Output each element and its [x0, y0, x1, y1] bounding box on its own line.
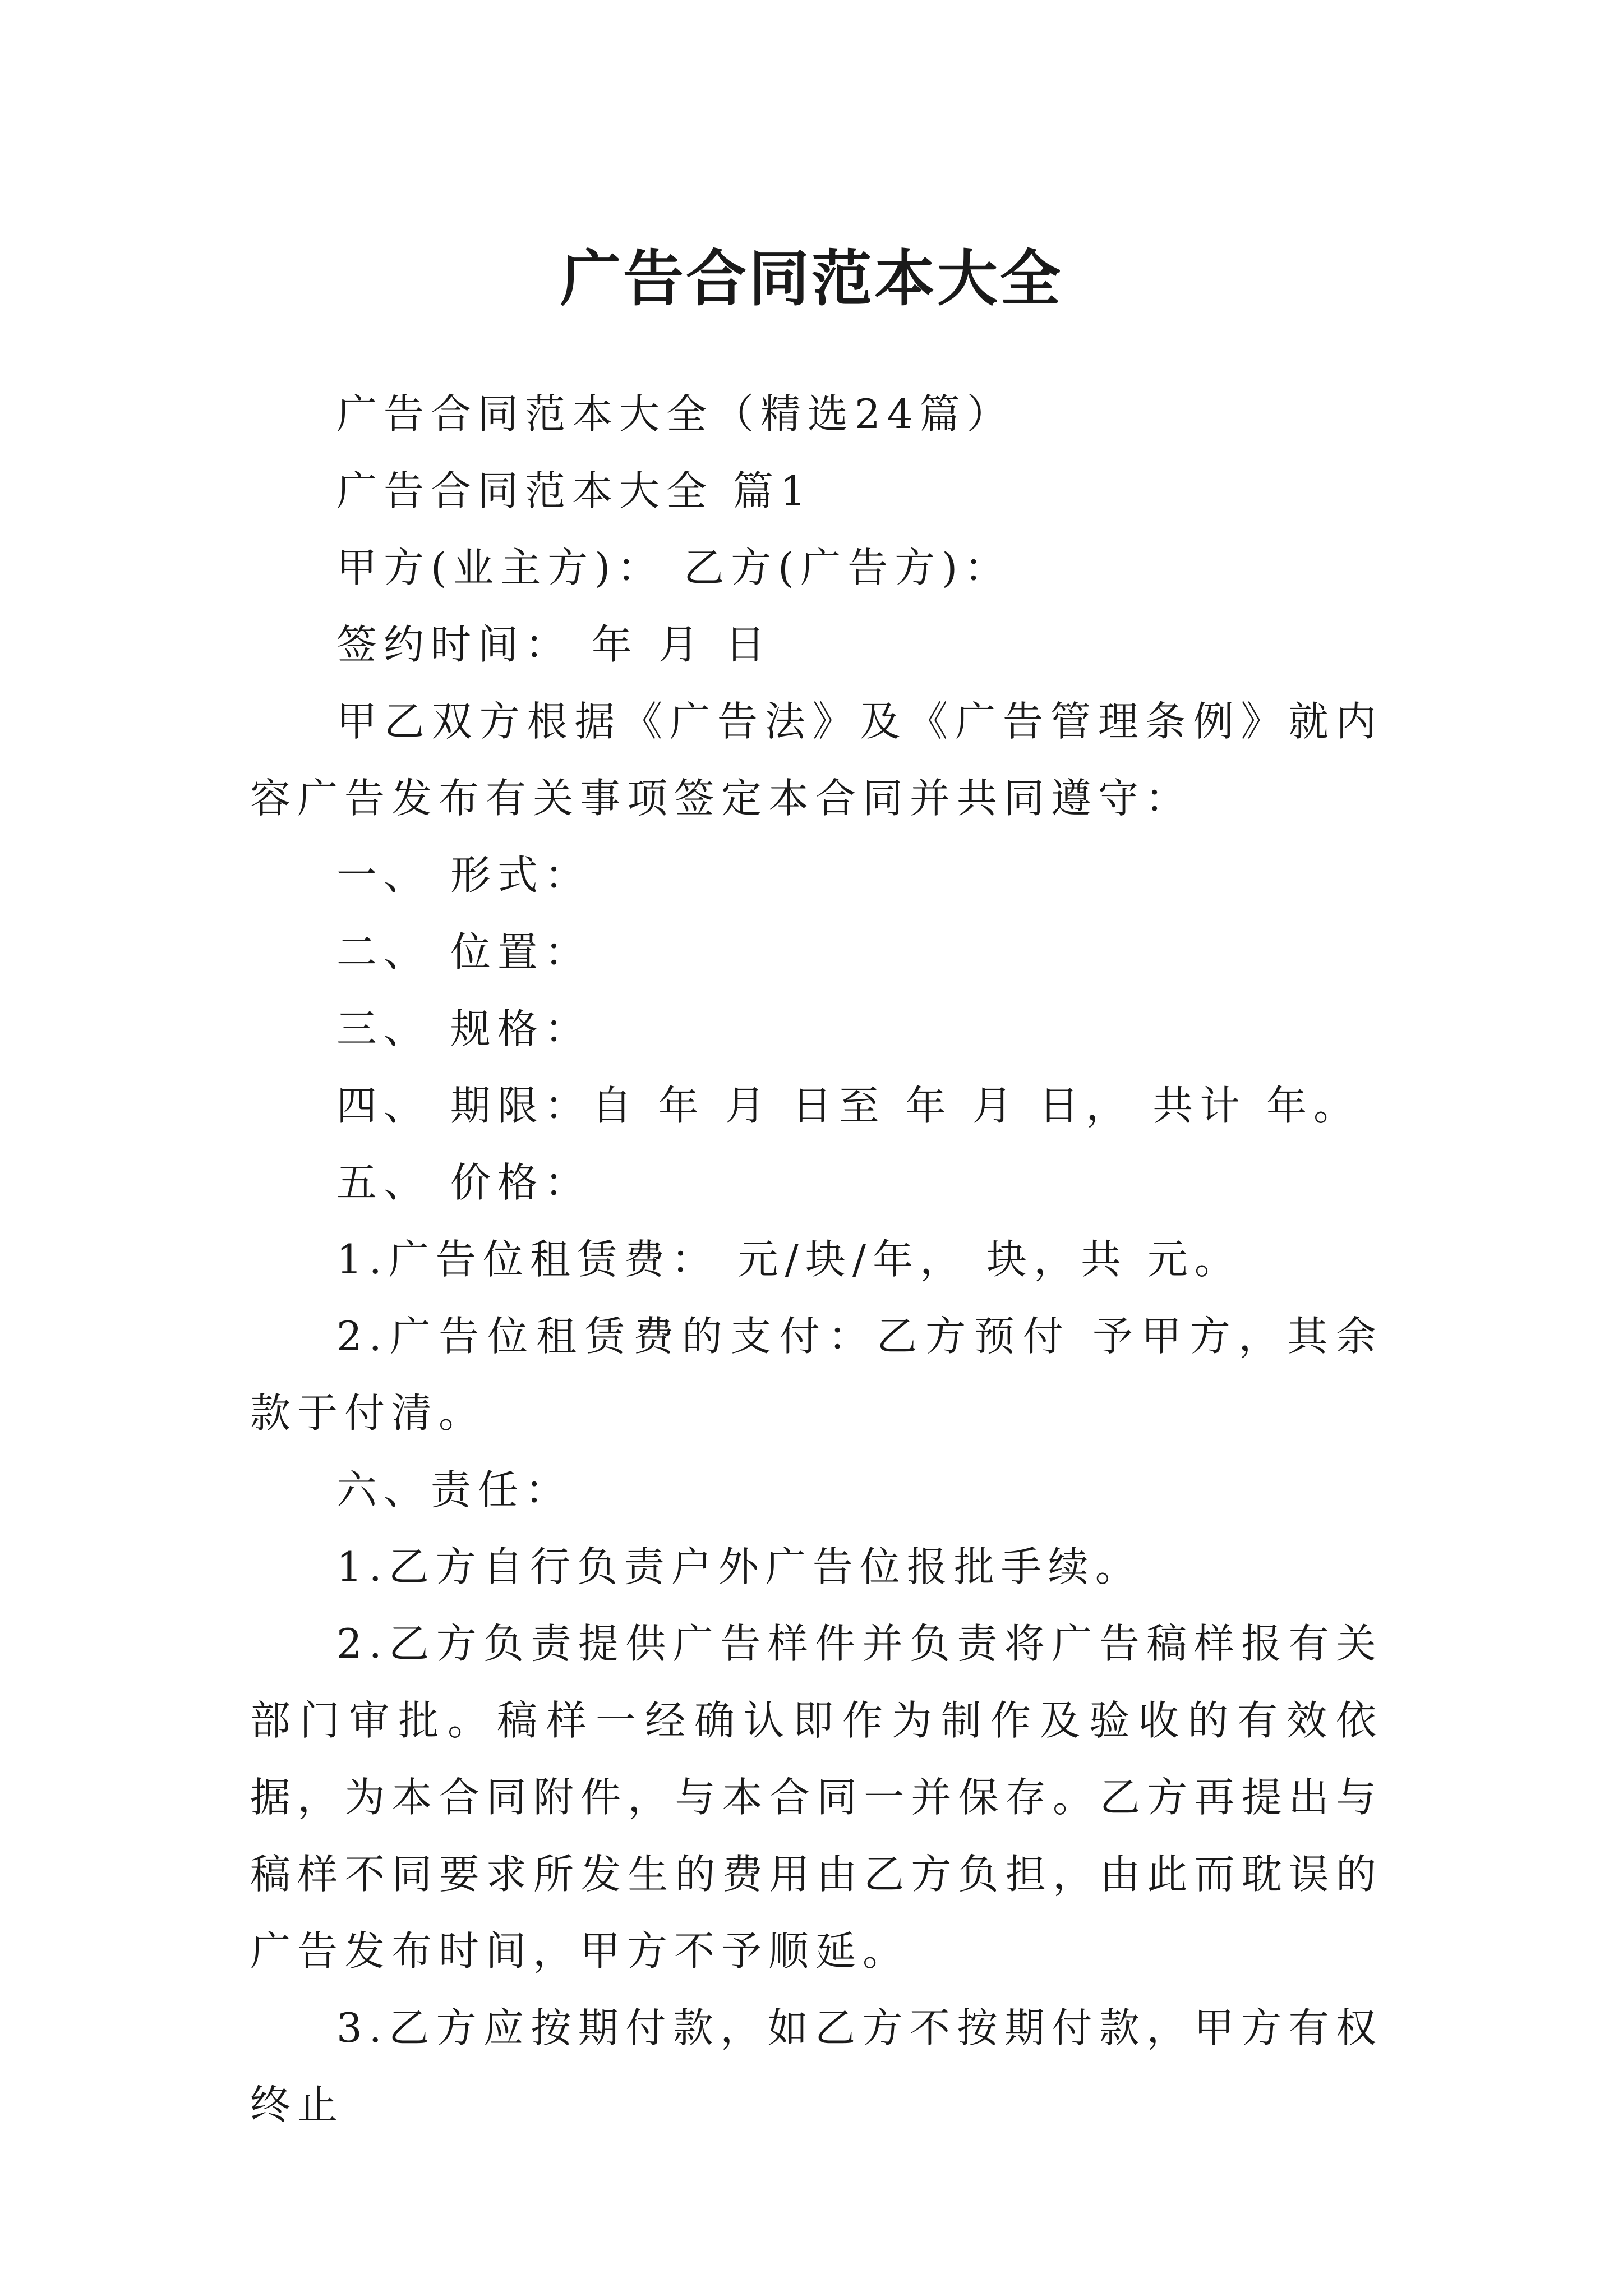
- paragraph-item-term: 四、 期限：自 年 月 日至 年 月 日， 共计 年。: [336, 1082, 1361, 1129]
- paragraph-parties: 甲方(业主方)： 乙方(广告方)：: [336, 544, 1012, 591]
- paragraph-subtitle: 广告合同范本大全（精选24篇）: [336, 390, 1014, 438]
- paragraph-item-position: 二、 位置：: [336, 928, 592, 976]
- paragraph-price-2: 2.广告位租赁费的支付：乙方预付 予甲方，其余款于付清。: [250, 1313, 1383, 1437]
- document-body: [250, 376, 1383, 2143]
- paragraph-section-heading: 广告合同范本大全 篇1: [336, 467, 813, 514]
- document-title: 广告合同范本大全: [560, 243, 1063, 315]
- paragraph-responsibility-3: 3.乙方应按期付款，如乙方不按期付款，甲方有权终止: [250, 2004, 1383, 2128]
- paragraph-item-responsibility: 六、责任：: [336, 1466, 573, 1513]
- paragraph-item-spec: 三、 规格：: [336, 1005, 592, 1052]
- paragraph-item-price: 五、 价格：: [336, 1159, 592, 1206]
- paragraph-item-form: 一、 形式：: [336, 852, 592, 899]
- paragraph-responsibility-1: 1.乙方自行负责户外广告位报批手续。: [336, 1543, 1142, 1590]
- paragraph-price-1: 1.广告位租赁费： 元/块/年， 块，共 元。: [336, 1236, 1242, 1283]
- paragraph-signing-date: 签约时间： 年 月 日: [336, 621, 772, 668]
- paragraph-responsibility-2: 2.乙方负责提供广告样件并负责将广告稿样报有关部门审批。稿样一经确认即作为制作及验收的有效依据，为本合同附件，与本合同一并保存。乙方再提出与稿样不同要求所发生的费用由乙方负担，由此而耽误的广告发布时间，甲方不予顺延。: [250, 1620, 1383, 1975]
- paragraph-preamble: 甲乙双方根据《广告法》及《广告管理条例》就内容广告发布有关事项签定本合同并共同遵守：: [250, 698, 1383, 822]
